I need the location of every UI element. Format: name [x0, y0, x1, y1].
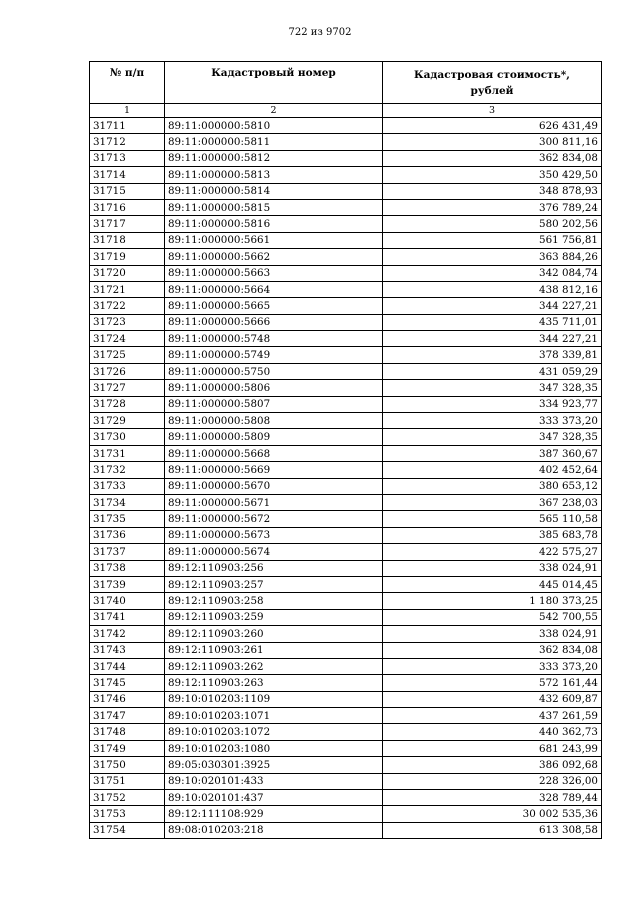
cadastral-number-cell: 89:10:010203:1109 [165, 691, 383, 707]
table-row [90, 429, 602, 445]
row-number-cell: 31752 [90, 790, 165, 806]
row-number-cell: 31716 [90, 199, 165, 215]
cadastral-value-cell: 338 024,91 [383, 626, 602, 642]
cadastral-number-cell: 89:11:000000:5816 [165, 216, 383, 232]
row-number-cell: 31715 [90, 183, 165, 199]
cadastral-number-cell: 89:11:000000:5671 [165, 494, 383, 510]
cadastral-number-cell: 89:12:110903:256 [165, 560, 383, 576]
cadastral-number-cell: 89:12:111108:929 [165, 806, 383, 822]
table-header [90, 62, 602, 118]
cadastral-number-cell: 89:11:000000:5814 [165, 183, 383, 199]
cadastral-number-cell: 89:11:000000:5806 [165, 380, 383, 396]
row-number-cell: 31743 [90, 642, 165, 658]
row-number-cell: 31744 [90, 658, 165, 674]
row-number-cell: 31739 [90, 576, 165, 592]
row-number-cell: 31723 [90, 314, 165, 330]
cadastral-number-cell: 89:12:110903:262 [165, 658, 383, 674]
cadastral-value-cell: 362 834,08 [383, 150, 602, 166]
cadastral-number-cell: 89:11:000000:5812 [165, 150, 383, 166]
cadastral-number-cell: 89:11:000000:5672 [165, 511, 383, 527]
table-row [90, 314, 602, 330]
table-row [90, 691, 602, 707]
cadastral-number-cell: 89:11:000000:5673 [165, 527, 383, 543]
cadastral-value-cell: 402 452,64 [383, 462, 602, 478]
row-number-cell: 31754 [90, 822, 165, 838]
table-row [90, 380, 602, 396]
cadastral-number-cell: 89:10:010203:1072 [165, 724, 383, 740]
cadastral-number-cell: 89:11:000000:5815 [165, 199, 383, 215]
cadastral-number-cell: 89:11:000000:5808 [165, 413, 383, 429]
cadastral-number-cell: 89:11:000000:5664 [165, 281, 383, 297]
table-row [90, 675, 602, 691]
cadastral-number-cell: 89:11:000000:5662 [165, 249, 383, 265]
table-row [90, 249, 602, 265]
table-row [90, 658, 602, 674]
cadastral-number-cell: 89:10:020101:437 [165, 790, 383, 806]
cadastral-number-cell: 89:11:000000:5661 [165, 232, 383, 248]
row-number-cell: 31750 [90, 757, 165, 773]
row-number-cell: 31720 [90, 265, 165, 281]
page-counter: 722 из 9702 [288, 27, 352, 38]
row-number-cell: 31719 [90, 249, 165, 265]
table-row [90, 822, 602, 838]
cadastral-value-cell: 432 609,87 [383, 691, 602, 707]
column-header-value-line2: рублей [470, 84, 514, 97]
cadastral-number-cell: 89:10:010203:1071 [165, 708, 383, 724]
row-number-cell: 31740 [90, 593, 165, 609]
cadastral-value-cell: 362 834,08 [383, 642, 602, 658]
cadastral-value-cell: 561 756,81 [383, 232, 602, 248]
cadastral-value-cell: 431 059,29 [383, 363, 602, 379]
row-number-cell: 31747 [90, 708, 165, 724]
cadastral-value-cell: 435 711,01 [383, 314, 602, 330]
cadastral-number-cell: 89:08:010203:218 [165, 822, 383, 838]
table-row [90, 331, 602, 347]
cadastral-number-cell: 89:11:000000:5813 [165, 167, 383, 183]
table-row [90, 150, 602, 166]
cadastral-number-cell: 89:12:110903:258 [165, 593, 383, 609]
cadastral-value-cell: 386 092,68 [383, 757, 602, 773]
table-row [90, 118, 602, 134]
row-number-cell: 31713 [90, 150, 165, 166]
cadastral-number-cell: 89:12:110903:263 [165, 675, 383, 691]
cadastral-number-cell: 89:05:030301:3925 [165, 757, 383, 773]
cadastral-value-cell: 348 878,93 [383, 183, 602, 199]
row-number-cell: 31735 [90, 511, 165, 527]
cadastral-value-cell: 338 024,91 [383, 560, 602, 576]
table-row [90, 167, 602, 183]
cadastral-number-cell: 89:11:000000:5810 [165, 118, 383, 134]
row-number-cell: 31745 [90, 675, 165, 691]
table-row [90, 216, 602, 232]
cadastral-number-cell: 89:10:020101:433 [165, 773, 383, 789]
row-number-cell: 31753 [90, 806, 165, 822]
cadastral-number-cell: 89:11:000000:5807 [165, 396, 383, 412]
row-number-cell: 31727 [90, 380, 165, 396]
cadastral-value-cell: 347 328,35 [383, 429, 602, 445]
row-number-cell: 31722 [90, 298, 165, 314]
cadastral-value-cell: 334 923,77 [383, 396, 602, 412]
column-header-number: № п/п [90, 62, 165, 104]
cadastral-number-cell: 89:12:110903:260 [165, 626, 383, 642]
table-row [90, 462, 602, 478]
cadastral-number-cell: 89:11:000000:5749 [165, 347, 383, 363]
row-number-cell: 31730 [90, 429, 165, 445]
column-index-3: 3 [383, 104, 602, 118]
cadastral-value-cell: 380 653,12 [383, 478, 602, 494]
row-number-cell: 31724 [90, 331, 165, 347]
cadastral-number-cell: 89:12:110903:257 [165, 576, 383, 592]
cadastral-value-cell: 422 575,27 [383, 544, 602, 560]
table-row [90, 642, 602, 658]
table-row [90, 232, 602, 248]
row-number-cell: 31725 [90, 347, 165, 363]
table-row [90, 445, 602, 461]
cadastral-number-cell: 89:12:110903:261 [165, 642, 383, 658]
cadastral-value-cell: 344 227,21 [383, 298, 602, 314]
row-number-cell: 31721 [90, 281, 165, 297]
cadastral-value-cell: 333 373,20 [383, 413, 602, 429]
table-row [90, 396, 602, 412]
table-row [90, 281, 602, 297]
cadastral-value-cell: 437 261,59 [383, 708, 602, 724]
cadastral-value-cell: 347 328,35 [383, 380, 602, 396]
cadastral-value-cell: 342 084,74 [383, 265, 602, 281]
row-number-cell: 31714 [90, 167, 165, 183]
table-row [90, 740, 602, 756]
table-row [90, 757, 602, 773]
table-row [90, 199, 602, 215]
table-row [90, 790, 602, 806]
cadastral-number-cell: 89:11:000000:5666 [165, 314, 383, 330]
table-row [90, 363, 602, 379]
cadastral-value-cell: 681 243,99 [383, 740, 602, 756]
cadastral-value-cell: 350 429,50 [383, 167, 602, 183]
table-row [90, 609, 602, 625]
cadastral-number-cell: 89:11:000000:5811 [165, 134, 383, 150]
cadastral-value-cell: 333 373,20 [383, 658, 602, 674]
row-number-cell: 31717 [90, 216, 165, 232]
cadastral-value-cell: 30 002 535,36 [383, 806, 602, 822]
cadastral-value-cell: 328 789,44 [383, 790, 602, 806]
cadastral-value-cell: 378 339,81 [383, 347, 602, 363]
table-row [90, 576, 602, 592]
cadastral-value-cell: 363 884,26 [383, 249, 602, 265]
table-row [90, 413, 602, 429]
column-header-value-line1: Кадастровая стоимость*, [414, 68, 570, 81]
row-number-cell: 31728 [90, 396, 165, 412]
table-row [90, 593, 602, 609]
table-row [90, 265, 602, 281]
column-index-1: 1 [90, 104, 165, 118]
table-row [90, 544, 602, 560]
cadastral-value-cell: 542 700,55 [383, 609, 602, 625]
table-row [90, 626, 602, 642]
cadastral-value-cell: 438 812,16 [383, 281, 602, 297]
table-row [90, 134, 602, 150]
table-row [90, 560, 602, 576]
cadastral-number-cell: 89:10:010203:1080 [165, 740, 383, 756]
cadastral-number-cell: 89:11:000000:5668 [165, 445, 383, 461]
header-row [90, 62, 602, 104]
cadastral-number-cell: 89:11:000000:5669 [165, 462, 383, 478]
cadastral-value-cell: 565 110,58 [383, 511, 602, 527]
row-number-cell: 31711 [90, 118, 165, 134]
cadastral-number-cell: 89:11:000000:5750 [165, 363, 383, 379]
table-row [90, 527, 602, 543]
row-number-cell: 31729 [90, 413, 165, 429]
row-number-cell: 31738 [90, 560, 165, 576]
table-row [90, 347, 602, 363]
cadastral-number-cell: 89:12:110903:259 [165, 609, 383, 625]
row-number-cell: 31718 [90, 232, 165, 248]
cadastral-value-cell: 367 238,03 [383, 494, 602, 510]
cadastral-value-cell: 626 431,49 [383, 118, 602, 134]
cadastral-value-cell: 1 180 373,25 [383, 593, 602, 609]
cadastral-number-cell: 89:11:000000:5670 [165, 478, 383, 494]
table-row [90, 478, 602, 494]
cadastral-value-cell: 440 362,73 [383, 724, 602, 740]
row-number-cell: 31737 [90, 544, 165, 560]
row-number-cell: 31733 [90, 478, 165, 494]
row-number-cell: 31748 [90, 724, 165, 740]
table-row [90, 298, 602, 314]
row-number-cell: 31736 [90, 527, 165, 543]
cadastral-value-cell: 300 811,16 [383, 134, 602, 150]
cadastral-number-cell: 89:11:000000:5674 [165, 544, 383, 560]
table-row [90, 724, 602, 740]
row-number-cell: 31732 [90, 462, 165, 478]
row-number-cell: 31751 [90, 773, 165, 789]
table-row [90, 183, 602, 199]
table-row [90, 806, 602, 822]
row-number-cell: 31741 [90, 609, 165, 625]
cadastral-value-cell: 445 014,45 [383, 576, 602, 592]
cadastral-value-cell: 344 227,21 [383, 331, 602, 347]
table-row [90, 773, 602, 789]
table-row [90, 511, 602, 527]
cadastral-value-cell: 385 683,78 [383, 527, 602, 543]
column-header-cadastral-number: Кадастровый номер [165, 62, 383, 104]
cadastral-value-cell: 572 161,44 [383, 675, 602, 691]
column-index-row [90, 104, 602, 118]
row-number-cell: 31731 [90, 445, 165, 461]
cadastral-number-cell: 89:11:000000:5663 [165, 265, 383, 281]
row-number-cell: 31742 [90, 626, 165, 642]
cadastral-value-cell: 387 360,67 [383, 445, 602, 461]
cadastral-number-cell: 89:11:000000:5809 [165, 429, 383, 445]
cadastral-value-cell: 580 202,56 [383, 216, 602, 232]
table-body [90, 118, 602, 839]
cadastral-value-cell: 376 789,24 [383, 199, 602, 215]
row-number-cell: 31746 [90, 691, 165, 707]
row-number-cell: 31712 [90, 134, 165, 150]
cadastral-value-cell: 613 308,58 [383, 822, 602, 838]
cadastral-number-cell: 89:11:000000:5748 [165, 331, 383, 347]
row-number-cell: 31726 [90, 363, 165, 379]
cadastral-value-table [89, 61, 602, 839]
row-number-cell: 31734 [90, 494, 165, 510]
cadastral-number-cell: 89:11:000000:5665 [165, 298, 383, 314]
table-row [90, 494, 602, 510]
cadastral-value-cell: 228 326,00 [383, 773, 602, 789]
table-row [90, 708, 602, 724]
column-index-2: 2 [165, 104, 383, 118]
column-header-cadastral-value [383, 62, 602, 104]
row-number-cell: 31749 [90, 740, 165, 756]
